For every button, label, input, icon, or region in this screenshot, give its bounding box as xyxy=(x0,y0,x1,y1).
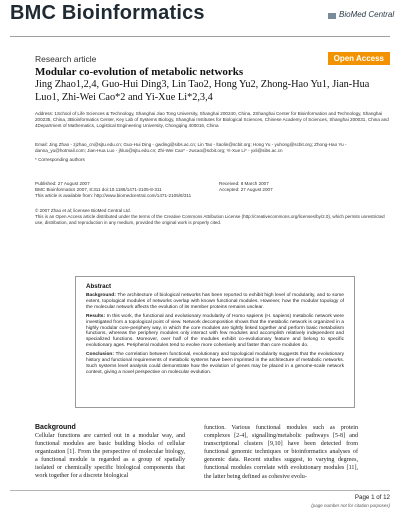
page-number-note: (page number not for citation purposes) xyxy=(311,503,390,508)
license-text: This is an Open Access article distributed under the terms of the Creative Commons Attribution License (http://creativecommons.org/licenses/by/2.0), which permits unrestricted use, distribution, and reproduction in any medium, provided the original work is properly cited. xyxy=(35,214,385,225)
contact-emails xyxy=(35,142,390,154)
corresponding-note xyxy=(35,157,390,163)
abstract-background-label: Background: xyxy=(86,293,116,298)
abstract-conclusion xyxy=(86,352,344,376)
biomed-central-logo-icon xyxy=(328,9,395,23)
body-column-right: function. Various functional modules such as protein complexes [2-4], signalling/metabolic pathways [5-8] and transcriptional clusters [9,10] have been detected from functional genomic techniques or bioinformatics analyses of genomic data. Recent studies suggest, to varying degrees, functional modules correlate with evolutionary modules [11], the latter being defined as cohesive evolu- xyxy=(204,425,358,480)
address-text: Address: 1School of Life Sciences & Technology, Shanghai Jiao Tong University, Shanghai 200240, China, 2Shanghai Center for Bioinformation and Technology, Shanghai 200235, China, 3Bioinformatics Center, Key Lab of Systems Biology, Shanghai Institutes for Biological Sciences, Chinese Academy of Sciences, Shanghai 200031, China and 4Department of Mathematics, Logistical Engineering University, Chongqing 400016, China xyxy=(35,111,389,128)
email-text: Email: Jing Zhao - zjzhao_cn@sjtu.edu.cn; Guo-Hui Ding - gwding@sibs.ac.cn; Lin Tao - ltaolin@scbit.org; Hong Yu - yuhong@scbit.org; Zhong-Hao Yu - danna_yu@hotmail.com; Jian-Hua Luo - jhluo@sjtu.edu.cn; Zhi-Wei Cao* - zwcao@scbit.org; Yi-Xue Li* - yxli@sibs.ac.cn xyxy=(35,142,347,153)
article-url[interactable]: This article is available from: http://www.biomedcentral.com/1471-2105/8/311 xyxy=(35,193,192,198)
publication-info-left xyxy=(35,181,235,199)
abstract-box xyxy=(75,276,355,408)
header-divider xyxy=(10,36,390,37)
journal-title: BMC Bioinformatics xyxy=(10,2,205,24)
abstract-results xyxy=(86,314,344,349)
abstract-heading: Abstract xyxy=(86,283,112,290)
abstract-background xyxy=(86,293,344,311)
logo-mark xyxy=(328,13,336,19)
abstract-results-text: In this work, the functional and evolutionary modularity of Homo sapiens (H. sapiens) metabolic network were investigated from a topological point of view. Network decomposition shows that the metabolic network is organized in a highly modular core-periphery way, in which the core modules are tightly linked together and perform basic metabolism functions, whereas the periphery modules only interact with few modules and accomplish relatively independent and specialized functions. Moreover, over half of the modules exhibit co-evolutionary feature and belong to specific evolutionary ages. Peripheral modules tend to evolve more cohesively and faster than core modules do. xyxy=(86,313,344,349)
received-date: Received: 8 March 2007 xyxy=(219,181,269,186)
abstract-results-label: Results: xyxy=(86,313,106,319)
abstract-background-text: The architecture of biological networks has been reported to exhibit high level of modularity, and to some extent, topological modules of networks overlap with known functional modules. However, how the modular topology of the molecular network affects the evolution of its member proteins remains unclear. xyxy=(86,293,344,310)
paper-title: Modular co-evolution of metabolic networks xyxy=(35,66,244,78)
affiliations xyxy=(35,111,390,129)
accepted-date: Accepted: 27 August 2007 xyxy=(219,187,273,192)
open-access-badge: Open Access xyxy=(328,52,390,65)
publisher-name: BioMed Central xyxy=(339,10,395,19)
section-heading-background: Background xyxy=(35,424,76,431)
page-number: Page 1 of 12 xyxy=(354,494,390,501)
author-list: Jing Zhao1,2,4, Guo-Hui Ding3, Lin Tao2, Hong Yu2, Zhong-Hao Yu1, Jian-Hua Luo1, Zhi-Wei Cao*2 and Yi-Xue Li*2,3,4 xyxy=(35,79,370,103)
body-column-left: Cellular functions are carried out in a modular way, and functional modules are basic building blocks of cellular organization [1]. From the perspective of molecular biology, a functional module is regarded as a group of spatially isolated or chemically specific biological components that work together for a discrete biological xyxy=(35,433,185,480)
published-date: Published: 27 August 2007 xyxy=(35,181,90,186)
publication-info-right xyxy=(219,181,389,193)
abstract-conclusion-label: Conclusion: xyxy=(86,352,114,358)
copyright-line: © 2007 Zhao et al; licensee BioMed Central Ltd. xyxy=(35,208,131,213)
license-block xyxy=(35,208,390,226)
corresponding-text: * Corresponding authors xyxy=(35,157,85,162)
article-type: Research article xyxy=(35,54,97,64)
abstract-conclusion-text: The correlation between functional, evolutionary and topological modularity suggests that the evolutionary history and functional requirements of metabolic systems have been imprinted in the architecture of metabolic networks. Such systems level analysis could demonstrate how the evolution of genes may be placed in a genome-scale network context, giving a novel perspective on molecular evolution. xyxy=(86,352,344,375)
footer-divider xyxy=(10,490,390,491)
citation-line: BMC Bioinformatics 2007, 8:311 doi:10.1186/1471-2105-8-311 xyxy=(35,187,162,192)
